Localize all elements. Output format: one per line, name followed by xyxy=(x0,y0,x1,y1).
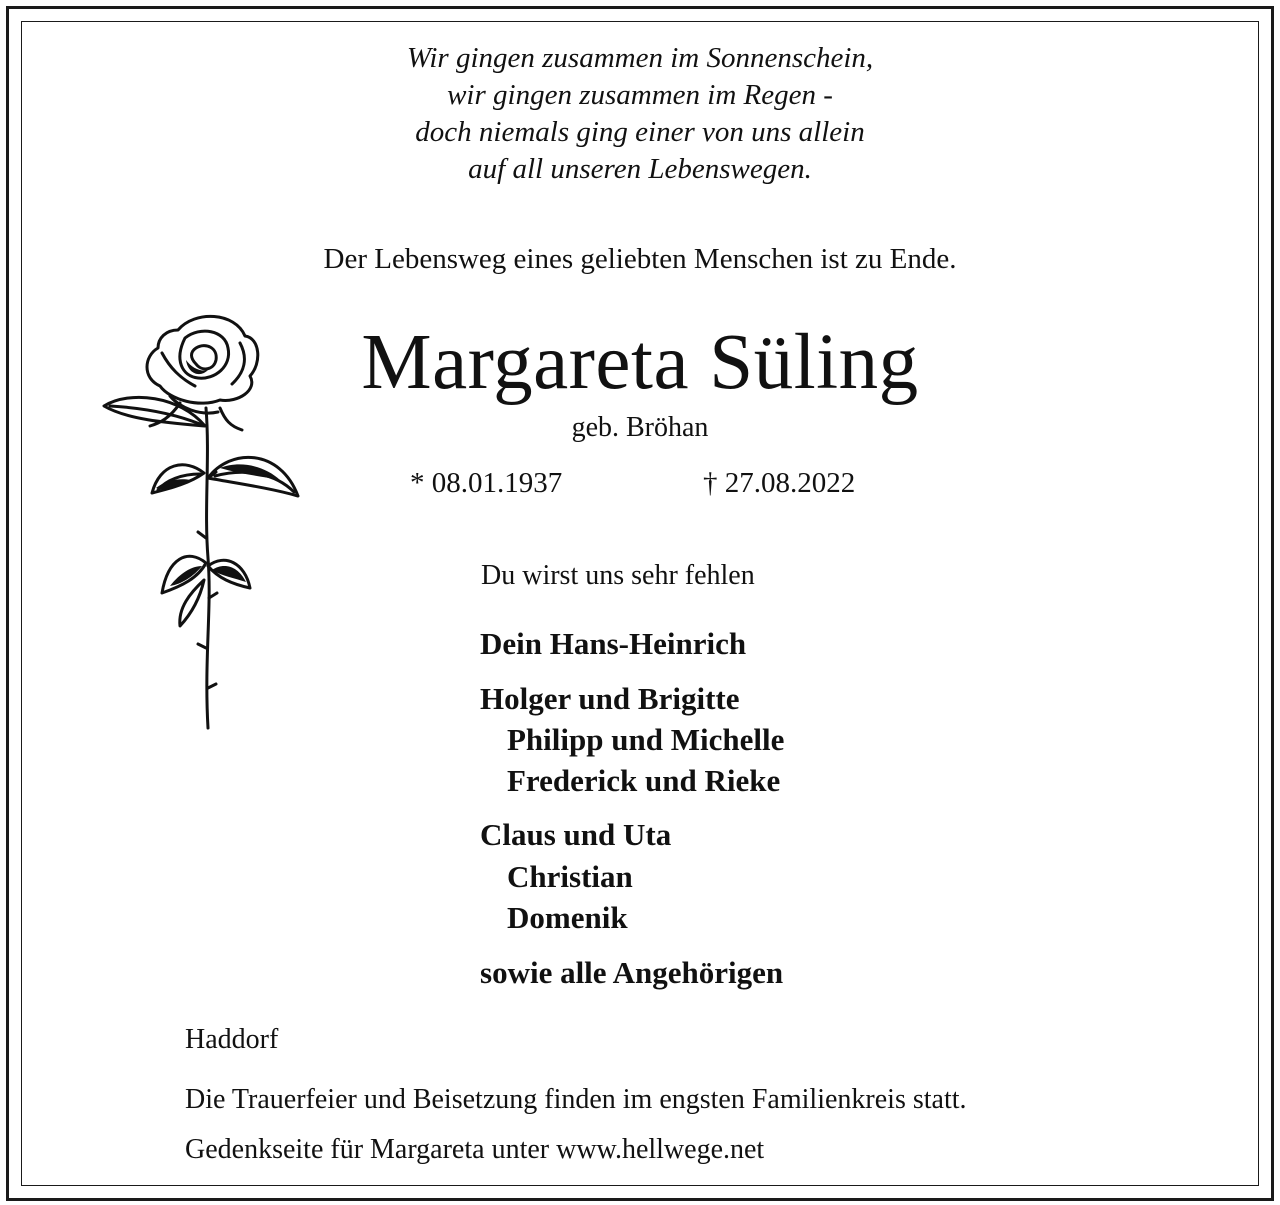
place-name: Haddorf xyxy=(185,1024,279,1055)
family-child: Domenik xyxy=(507,900,628,935)
poem-line: Wir gingen zusammen im Sonnenschein, xyxy=(406,42,874,74)
death-date: † 27.08.2022 xyxy=(703,467,856,499)
family-child: Christian xyxy=(507,859,633,894)
poem-line: wir gingen zusammen im Regen - xyxy=(447,79,833,111)
farewell-message: Du wirst uns sehr fehlen xyxy=(481,560,755,591)
intro-text: Der Lebensweg eines geliebten Menschen ist zu Ende. xyxy=(323,243,957,275)
maiden-name: geb. Bröhan xyxy=(571,412,709,443)
deceased-name: Margareta Süling xyxy=(361,319,919,406)
family-child: Frederick und Rieke xyxy=(507,763,781,798)
poem-line: doch niemals ging einer von uns allein xyxy=(415,116,865,148)
memorial-page-text: Gedenkseite für Margareta unter www.hellwege.net xyxy=(185,1134,765,1165)
family-parents: Holger und Brigitte xyxy=(480,681,740,716)
spouse-name: Dein Hans-Heinrich xyxy=(480,626,747,661)
poem-line: auf all unseren Lebenswegen. xyxy=(468,153,812,185)
birth-date: * 08.01.1937 xyxy=(410,467,563,499)
funeral-note: Die Trauerfeier und Beisetzung finden im engsten Familienkreis statt. xyxy=(185,1084,967,1115)
family-child: Philipp und Michelle xyxy=(507,722,785,757)
family-parents: Claus und Uta xyxy=(480,817,672,852)
other-relatives: sowie alle Angehörigen xyxy=(480,955,784,990)
poem xyxy=(0,40,1280,188)
